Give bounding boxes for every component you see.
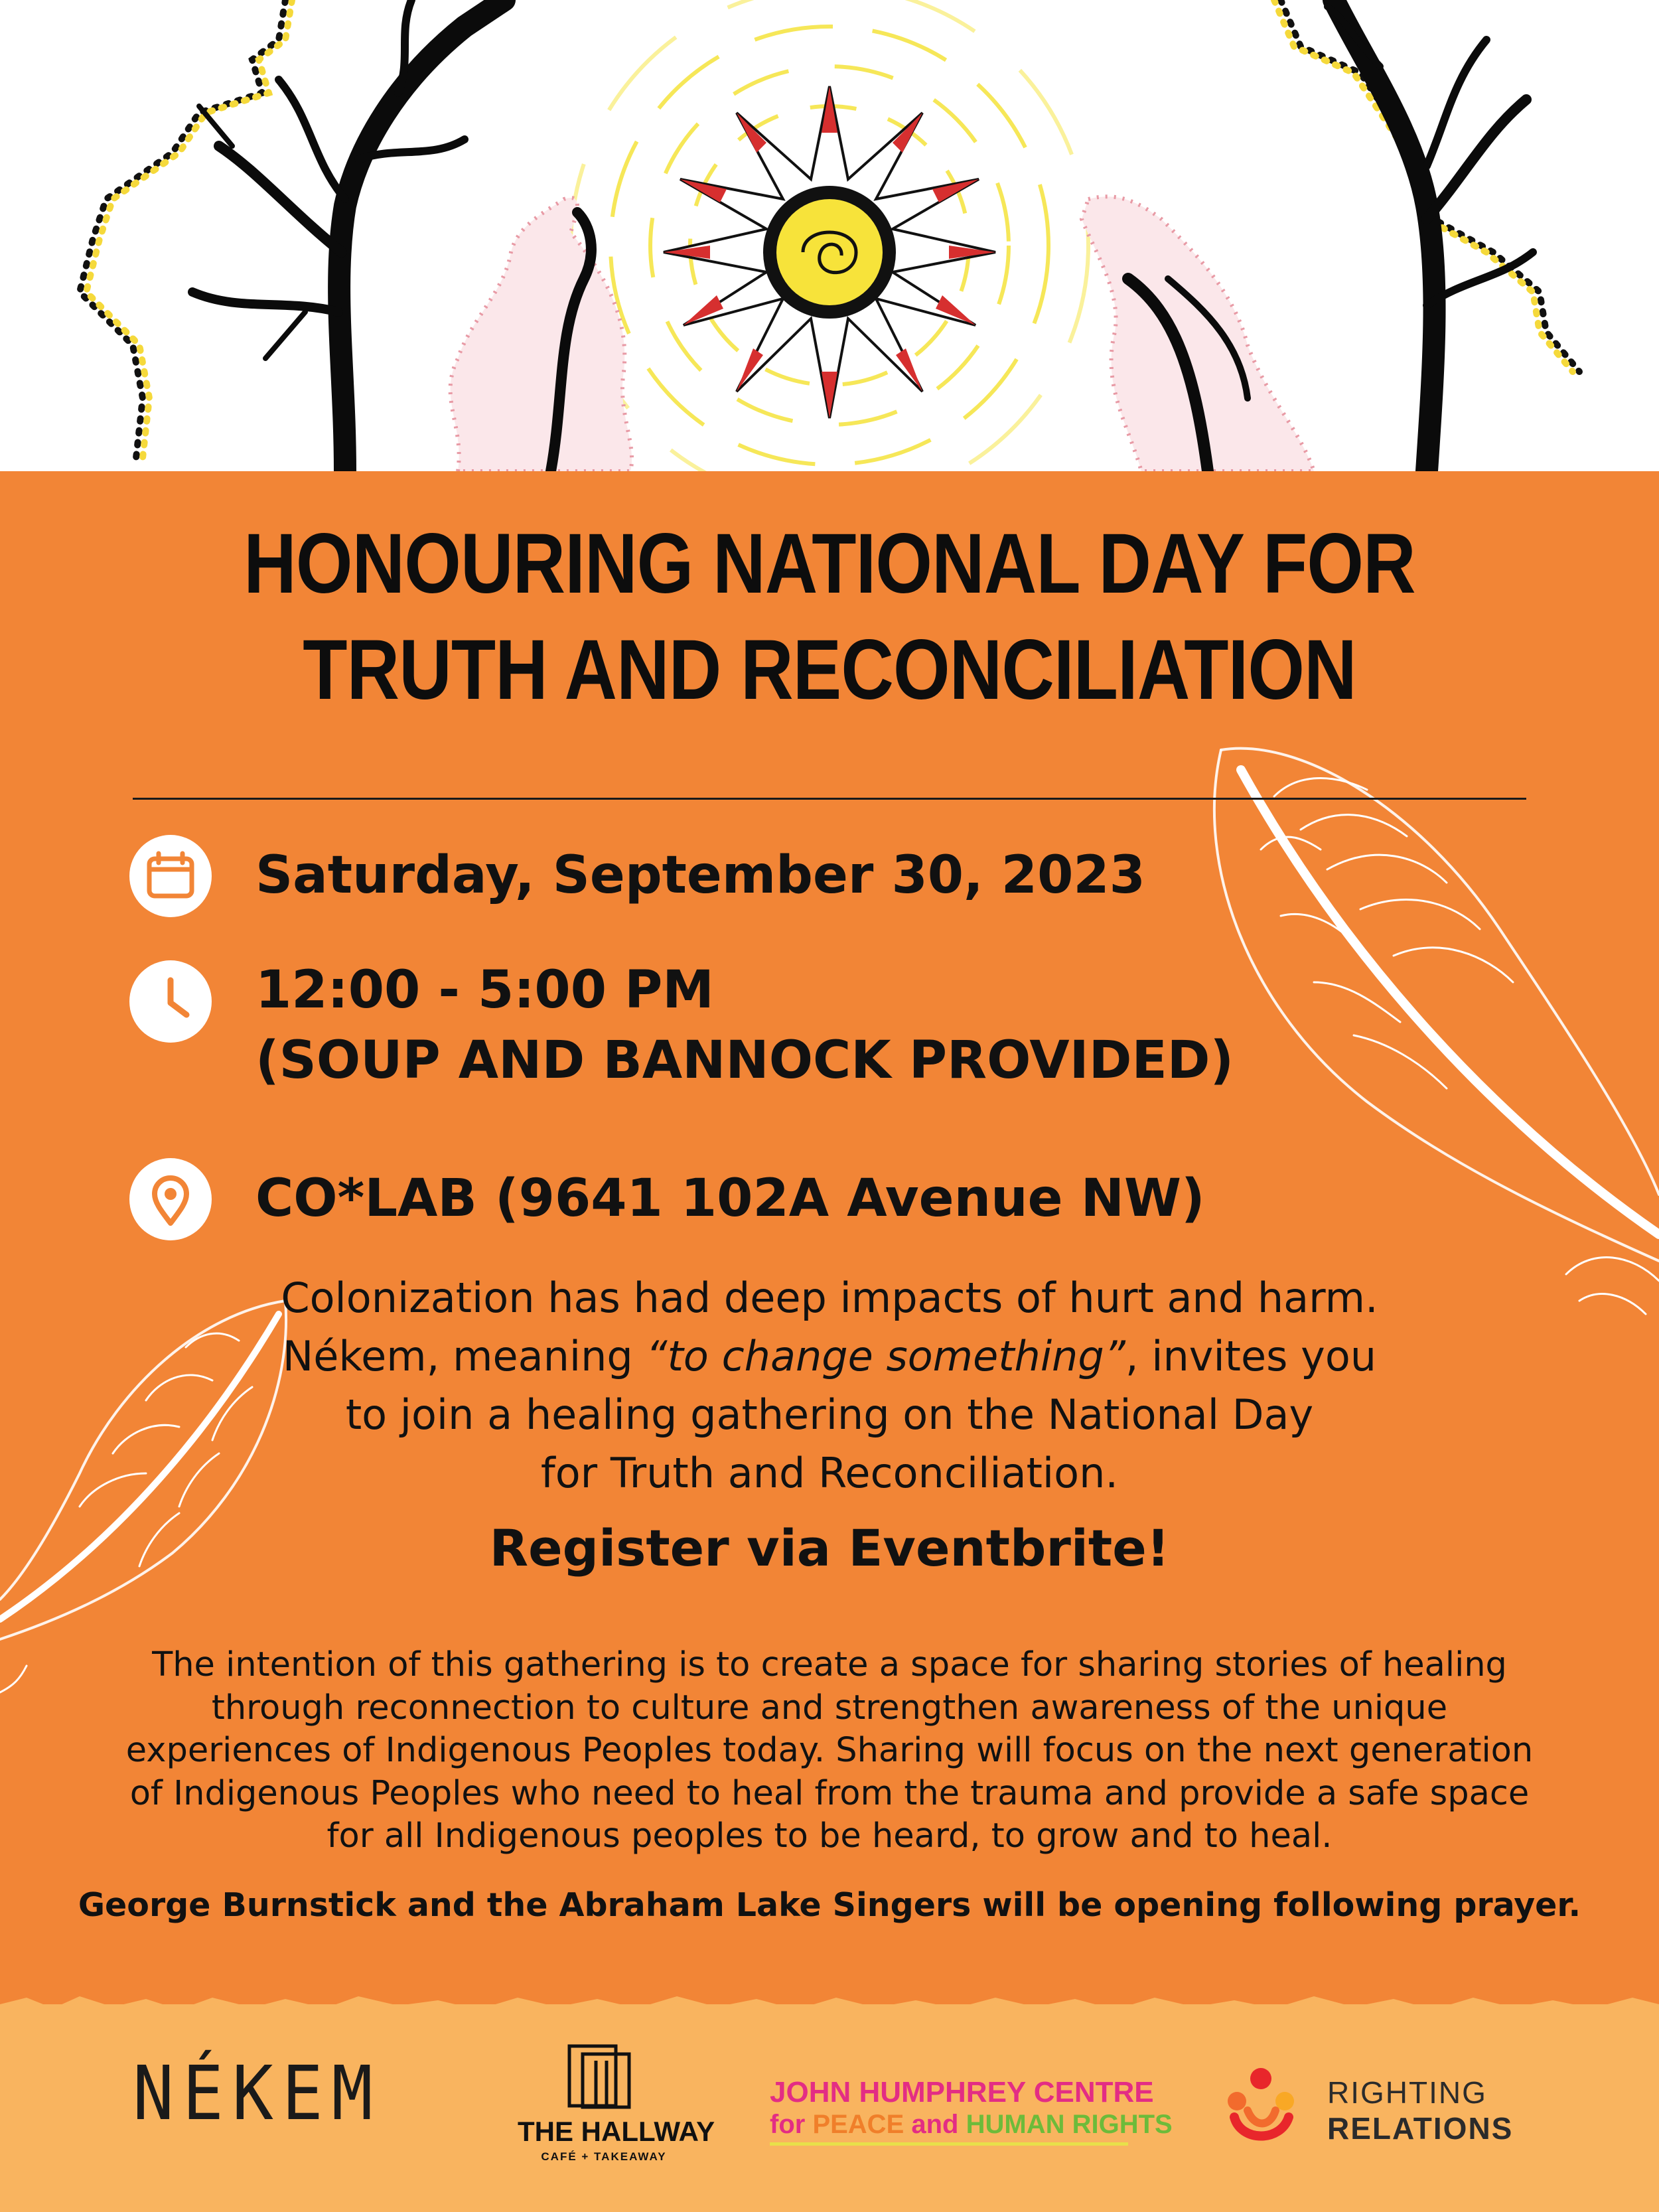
hallway-logo-name: THE HALLWAY	[518, 2116, 715, 2147]
jhc-and: and	[904, 2110, 966, 2139]
left-pink-shape	[451, 198, 632, 471]
intro-paragraph	[0, 1269, 1659, 1503]
register-callout: Register via Eventbrite!	[489, 1518, 1170, 1578]
event-location: CO*LAB (9641 102A Avenue NW)	[255, 1169, 1205, 1228]
jhc-peace: PEACE	[812, 2110, 904, 2139]
body-line-5: for all Indigenous peoples to be heard, to grow and to heal.	[326, 1816, 1333, 1856]
intro-line-4: for Truth and Reconciliation.	[540, 1449, 1119, 1497]
intro-line-2-prefix: Nékem, meaning	[282, 1332, 646, 1380]
event-date: Saturday, September 30, 2023	[255, 846, 1145, 905]
event-title	[116, 511, 1543, 723]
jhc-logo-line-1: JOHN HUMPHREY CENTRE	[770, 2076, 1154, 2108]
intro-line-2-italic: “to change something”	[646, 1332, 1125, 1380]
jhc-logo-line-2	[770, 2109, 1173, 2140]
hallway-logo-sub: CAFÉ + TAKEAWAY	[541, 2150, 667, 2163]
intro-line-2	[0, 1327, 1659, 1386]
jhc-underline	[770, 2142, 1128, 2146]
nekem-logo: NÉKEM	[133, 2051, 382, 2137]
jhc-for: for	[770, 2110, 813, 2139]
body-line-4: of Indigenous Peoples who need to heal from the trauma and provide a safe space	[129, 1773, 1530, 1813]
body-line-2: through reconnection to culture and strengthen awareness of the unique	[211, 1688, 1448, 1728]
opening-prayer-note: George Burnstick and the Abraham Lake Singers will be opening following prayer.	[78, 1886, 1581, 1924]
clock-icon	[129, 960, 212, 1043]
torn-edge	[0, 1984, 1659, 2024]
map-pin-icon	[129, 1158, 212, 1240]
title-line-1: HONOURING NATIONAL DAY FOR	[244, 516, 1415, 611]
event-time: 12:00 - 5:00 PM	[255, 960, 714, 1020]
title-line-2: TRUTH AND RECONCILIATION	[303, 623, 1356, 717]
calendar-icon	[129, 835, 212, 917]
body-line-1: The intention of this gathering is to create a space for sharing stories of healing	[152, 1645, 1507, 1684]
title-divider	[133, 798, 1526, 800]
body-line-3: experiences of Indigenous Peoples today. Sharing will focus on the next generation	[125, 1731, 1534, 1770]
left-ridge-outline	[80, 0, 285, 458]
star-flower-emblem	[664, 86, 995, 418]
hallway-logo-mark	[564, 2041, 644, 2114]
jhc-human-rights: HUMAN RIGHTS	[966, 2110, 1173, 2139]
artwork-illustration	[0, 0, 1659, 471]
body-paragraph	[0, 1644, 1659, 1858]
intro-line-3: to join a healing gathering on the National Day	[345, 1390, 1314, 1439]
intro-line-2-suffix: , invites you	[1125, 1332, 1377, 1380]
event-note: (SOUP AND BANNOCK PROVIDED)	[255, 1031, 1234, 1090]
intro-line-1: Colonization has had deep impacts of hurt and harm.	[281, 1274, 1378, 1322]
header-artwork	[0, 0, 1659, 471]
righting-relations-line-1: RIGHTING	[1327, 2075, 1487, 2110]
righting-relations-logo-mark	[1214, 2064, 1307, 2150]
righting-relations-line-2: RELATIONS	[1327, 2111, 1514, 2146]
